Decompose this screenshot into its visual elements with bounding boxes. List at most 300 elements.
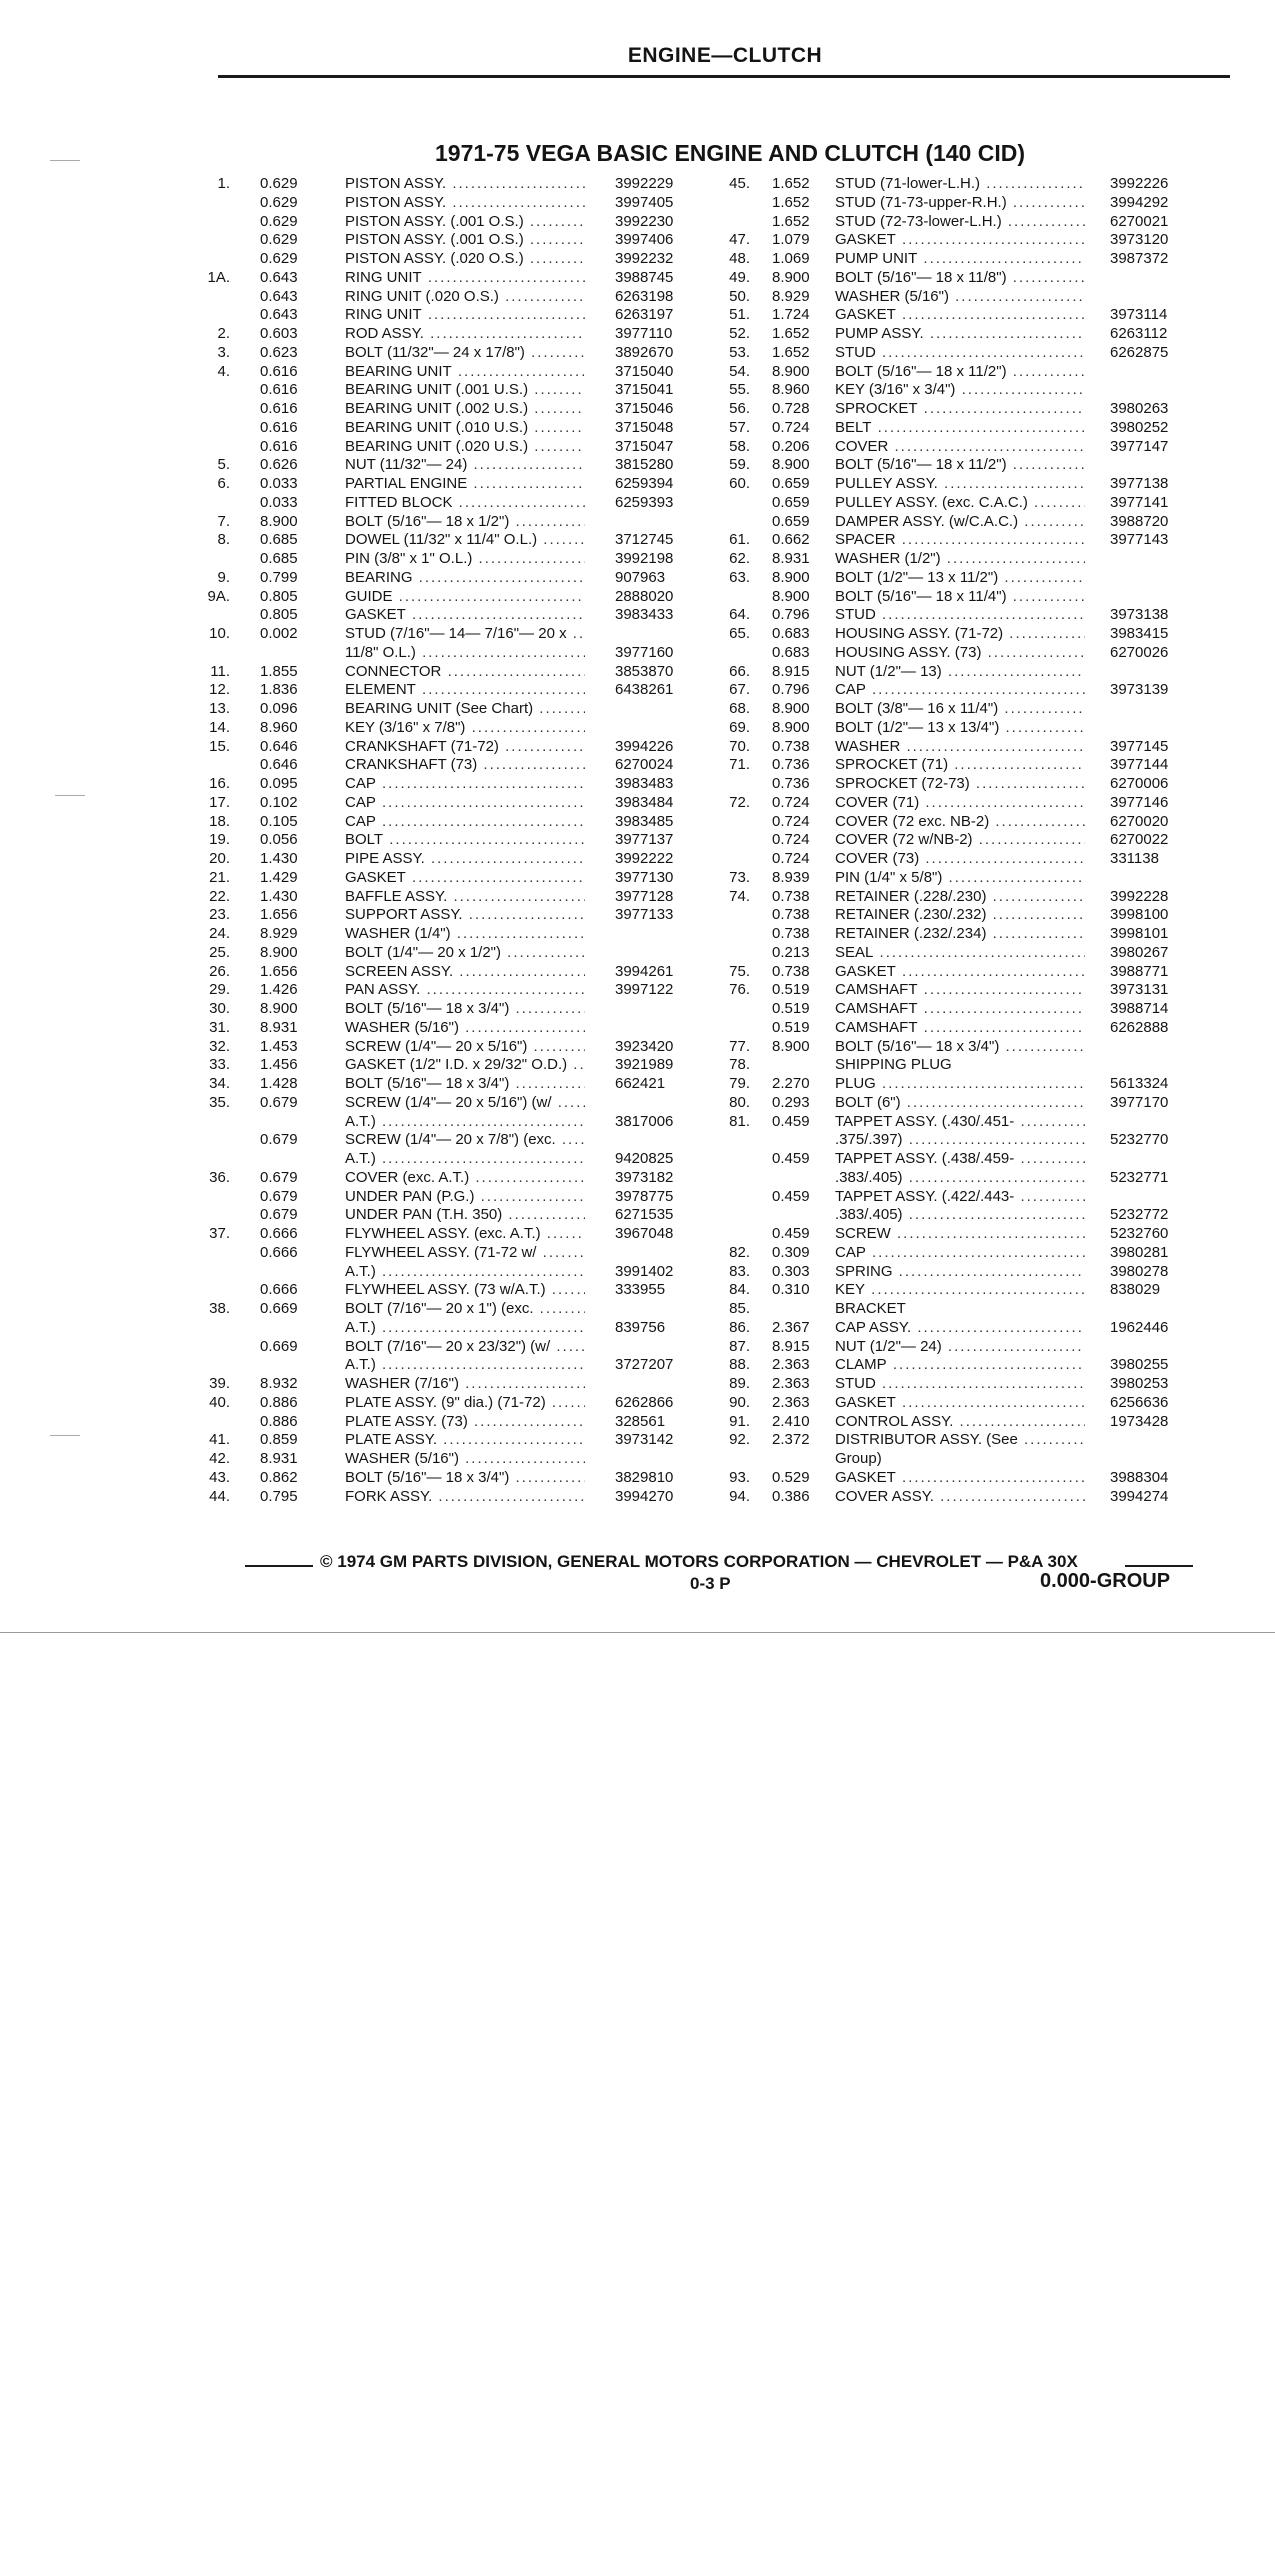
ref-number: 52. [729,325,750,342]
part-description: BOLT (1/4"— 20 x 1/2") ..... [345,944,585,963]
parts-row [209,962,745,982]
part-description: GASKET ..... [345,606,585,625]
catalog-group: 1.430 [260,887,298,905]
parts-row [210,662,745,682]
ref-number: 29. [209,981,230,999]
ref-number: 87. [729,1337,750,1355]
catalog-group: 1.652 [772,193,810,211]
part-description: PIN (1/4" x 5/8") ..... [835,869,1085,888]
part-description: WASHER (5/16") ..... [835,288,1085,307]
catalog-group: 0.646 [260,737,298,755]
page-number: 0-3 P [690,1574,731,1593]
part-description: 11/8" O.L.) ..... [345,644,585,663]
parts-row [215,475,745,494]
part-number: 6270024 [615,756,674,774]
parts-row [720,1281,1212,1300]
part-number: 5232772 [1110,1206,1169,1224]
parts-row [215,231,745,250]
part-description: SCREW (1/4"— 20 x 5/16") ..... [345,1038,585,1057]
part-description: STUD ..... [835,1375,1085,1394]
ref-number: 8. [217,531,230,549]
part-number: 3923420 [615,1037,674,1055]
part-description: CLAMP ..... [835,1356,1085,1375]
parts-row [720,1188,1212,1207]
part-description: KEY (3/16" x 7/8") ..... [345,719,585,738]
catalog-group: 8.915 [772,1337,810,1355]
parts-row [209,850,745,869]
catalog-group: 0.666 [260,1243,298,1261]
part-description: STUD (71-lower-L.H.) ..... [835,175,1085,194]
parts-row [215,1150,745,1169]
part-description: SPROCKET ..... [835,400,1085,419]
catalog-group: 8.900 [772,1037,810,1055]
part-number: 6271535 [615,1206,674,1224]
parts-row [720,831,1212,850]
parts-row [720,794,1212,813]
part-description: STUD ..... [835,606,1085,625]
part-number: 3977146 [1110,793,1169,811]
parts-row [215,381,745,400]
catalog-group: 0.666 [260,1281,298,1299]
part-description: GASKET ..... [835,231,1085,250]
ref-number: 65. [729,625,750,642]
part-description: SHIPPING PLUG [835,1056,952,1074]
part-description: COVER ASSY. ..... [835,1488,1085,1507]
part-description: PUMP UNIT ..... [835,250,1085,269]
ref-number: 91. [729,1412,750,1430]
part-number: 6259393 [615,493,674,511]
parts-row [720,344,1212,363]
catalog-group: 0.616 [260,400,298,417]
catalog-group: 8.900 [772,700,810,717]
parts-row [215,363,745,382]
parts-row [215,1113,745,1132]
ref-number: 84. [729,1281,750,1299]
part-description: WASHER (5/16") ..... [345,1019,585,1038]
catalog-group: 2.270 [772,1075,810,1092]
part-description: BOLT (5/16"— 18 x 1/2") ..... [345,513,585,532]
catalog-group: 8.960 [772,381,810,399]
part-number: 6256636 [1110,1393,1169,1411]
ref-number: 90. [729,1393,750,1411]
ref-number: 77. [729,1037,750,1055]
catalog-group: 0.519 [772,1018,810,1036]
ref-number: 56. [729,400,750,417]
ref-number: 7. [217,512,230,530]
part-number: 3973138 [1110,606,1169,624]
part-number: 328561 [615,1412,666,1430]
ref-number: 17. [209,793,230,811]
part-number: 3997406 [615,231,674,249]
part-description: A.T.) ..... [345,1113,585,1132]
part-description: PLATE ASSY. ..... [345,1431,585,1450]
catalog-group: 0.310 [772,1281,810,1299]
part-number: 3817006 [615,1112,674,1130]
parts-row [720,269,1212,288]
parts-row [215,513,745,532]
catalog-group: 0.643 [260,306,298,324]
ref-number: 36. [209,1168,230,1186]
footer-copyright: © 1974 GM PARTS DIVISION, GENERAL MOTORS CORPORATION — CHEVROLET — P&A 30X [320,1552,1078,1571]
parts-row [720,325,1212,344]
parts-row [207,268,745,288]
catalog-group: 0.685 [260,531,298,549]
part-description: RING UNIT ..... [345,269,585,288]
part-description: .383/.405) ..... [835,1206,1085,1225]
part-number: 5232760 [1110,1225,1169,1242]
part-description: BOLT (5/16"— 18 x 3/4") ..... [345,1075,585,1094]
ref-number: 72. [729,793,750,811]
part-description: BOLT (5/16"— 18 x 11/2") ..... [835,363,1085,382]
ref-number: 71. [729,756,750,774]
parts-row [720,1431,1212,1450]
catalog-group: 0.736 [772,775,810,792]
part-description: BOLT (5/16"— 18 x 11/2") ..... [835,456,1085,475]
catalog-group: 0.033 [260,493,298,511]
parts-row [209,887,745,907]
ref-number: 70. [729,737,750,755]
part-number: 9420825 [615,1150,674,1167]
catalog-group: 1.855 [260,662,298,680]
part-description: BOLT (6") ..... [835,1094,1085,1113]
parts-row [209,681,745,700]
part-description: FORK ASSY. ..... [345,1488,585,1507]
ref-number: 1. [217,175,230,192]
part-number: 3853870 [615,662,674,680]
ref-number: 74. [729,887,750,905]
part-number: 3992222 [615,850,674,867]
parts-row [720,944,1212,963]
part-description: PISTON ASSY. ..... [345,175,585,194]
part-description: COVER ..... [835,438,1085,457]
part-number: 6270006 [1110,775,1169,792]
catalog-group: 0.886 [260,1412,298,1430]
parts-row [209,700,745,719]
catalog-group: 1.652 [772,325,810,342]
catalog-group: 2.363 [772,1375,810,1392]
catalog-group: 0.643 [260,287,298,305]
parts-row [209,1450,745,1469]
parts-row [720,175,1212,194]
parts-row [720,1469,1212,1488]
part-description: CAP ..... [345,775,585,794]
parts-row [720,1356,1212,1375]
ref-number: 40. [209,1393,230,1411]
part-number: 6270022 [1110,831,1169,849]
part-description: STUD (72-73-lower-L.H.) ..... [835,213,1085,232]
parts-row [720,888,1212,907]
catalog-group: 0.886 [260,1393,298,1411]
part-number: 3987372 [1110,250,1169,267]
catalog-group: 0.206 [772,437,810,455]
parts-row [720,213,1212,232]
ref-number: 9A. [207,587,230,605]
parts-row [215,644,745,663]
ref-number: 78. [729,1056,750,1074]
part-description: DAMPER ASSY. (w/C.A.C.) ..... [835,513,1085,532]
part-number: 3715048 [615,418,674,436]
catalog-group: 2.410 [772,1412,810,1430]
catalog-group: 0.603 [260,325,298,342]
part-number: 3980263 [1110,400,1169,417]
part-number: 5232770 [1110,1131,1169,1149]
parts-row [720,456,1212,475]
catalog-group: 0.738 [772,925,810,942]
ref-number: 94. [729,1487,750,1505]
part-description: WASHER (7/16") ..... [345,1375,585,1394]
catalog-group: 8.931 [772,550,810,567]
part-number: 3977160 [615,643,674,661]
part-description: RETAINER (.228/.230) ..... [835,888,1085,907]
part-description: GASKET ..... [835,1469,1085,1488]
part-description: STUD (7/16"— 14— 7/16"— 20 x ..... [345,625,585,644]
part-description: GASKET ..... [345,869,585,888]
catalog-group: 0.213 [772,943,810,961]
catalog-group: 0.095 [260,775,298,792]
part-description: PIN (3/8" x 1" O.L.) ..... [345,550,585,569]
catalog-group: 0.659 [772,493,810,511]
parts-row [215,306,745,325]
parts-row [720,963,1212,982]
catalog-group: 0.459 [772,1187,810,1205]
part-number: 3977145 [1110,737,1169,755]
part-description: PISTON ASSY. ..... [345,194,585,213]
part-number: 839756 [615,1318,666,1336]
part-description: CRANKSHAFT (73) ..... [345,756,585,775]
ref-number: 41. [209,1431,230,1449]
part-description: PLUG ..... [835,1075,1085,1094]
ref-number: 54. [729,362,750,380]
catalog-group: 0.002 [260,625,298,642]
catalog-group: 0.105 [260,812,298,830]
ref-number: 6. [217,475,230,492]
catalog-group: 0.799 [260,568,298,586]
catalog-group: 8.960 [260,718,298,736]
parts-row [215,419,745,438]
parts-row [209,1018,745,1038]
parts-row [720,363,1212,382]
part-description: NUT (1/2"— 24) ..... [835,1338,1085,1357]
parts-row [215,213,745,232]
part-description: WASHER (1/2") ..... [835,550,1085,569]
parts-row [215,550,745,569]
ref-number: 58. [729,437,750,455]
parts-row [215,1206,745,1225]
part-number: 3991402 [615,1262,674,1280]
part-number: 3994226 [615,737,674,755]
catalog-group: 2.363 [772,1393,810,1411]
catalog-group: 8.900 [260,943,298,961]
catalog-group: 0.293 [772,1093,810,1111]
parts-row [215,400,745,419]
parts-row [720,1225,1212,1244]
part-number: 3997122 [615,981,674,999]
catalog-group: 0.679 [260,1131,298,1149]
part-number: 6270020 [1110,812,1169,830]
parts-row [215,1281,745,1300]
part-number: 3815280 [615,456,674,474]
part-description: COVER (72 w/NB-2) ..... [835,831,1085,850]
part-description: A.T.) ..... [345,1263,585,1282]
catalog-group: 1.724 [772,306,810,324]
part-description: CONTROL ASSY. ..... [835,1413,1085,1432]
part-number: 6262875 [1110,343,1169,361]
ref-number: 24. [209,925,230,942]
part-number: 3983483 [615,775,674,792]
ref-number: 30. [209,1000,230,1017]
catalog-group: 0.659 [772,512,810,530]
catalog-group: 0.738 [772,737,810,755]
parts-row [720,1150,1212,1169]
part-description: BOLT ..... [345,831,585,850]
parts-row [209,868,745,888]
part-description: GASKET ..... [835,1394,1085,1413]
part-description: BELT ..... [835,419,1085,438]
ref-number: 12. [209,681,230,699]
part-number: 3992230 [615,212,674,230]
parts-row [215,1338,745,1357]
parts-row [209,1225,745,1244]
catalog-group: 0.736 [772,756,810,774]
catalog-group: 0.805 [260,606,298,624]
catalog-group: 0.616 [260,381,298,399]
part-description: SCREW (1/4"— 20 x 7/8") (exc. ..... [345,1131,585,1150]
part-number: 3988304 [1110,1468,1169,1486]
parts-row [215,325,745,344]
catalog-group: 0.386 [772,1487,810,1505]
part-description: BRACKET [835,1300,906,1317]
part-number: 3992198 [615,550,674,567]
catalog-group: 0.629 [260,212,298,230]
part-number: 5613324 [1110,1075,1169,1092]
part-description: PAN ASSY. ..... [345,981,585,1000]
parts-row [209,1093,745,1113]
part-number: 3973139 [1110,681,1169,699]
ref-number: 26. [209,962,230,980]
catalog-group: 0.616 [260,418,298,436]
part-description: BOLT (7/16"— 20 x 1") (exc. ..... [345,1300,585,1319]
part-description: BAFFLE ASSY. ..... [345,888,585,907]
parts-row [720,400,1212,419]
parts-row [215,569,745,588]
part-description: CAP ..... [835,1244,1085,1263]
parts-row [209,625,745,644]
ref-number: 33. [209,1056,230,1074]
ref-number: 85. [729,1300,750,1317]
part-number: 6262866 [615,1393,674,1411]
catalog-group: 8.900 [772,362,810,380]
parts-row [215,1356,745,1375]
part-number: 3980253 [1110,1375,1169,1392]
part-number: 3988720 [1110,512,1169,530]
part-description: FLYWHEEL ASSY. (73 w/A.T.) ..... [345,1281,585,1300]
ref-number: 14. [209,718,230,736]
ref-number: 93. [729,1468,750,1486]
ref-number: 44. [209,1487,230,1505]
part-number: 3715047 [615,437,674,455]
part-number: 3997405 [615,193,674,211]
part-number: 3715041 [615,381,674,399]
ref-number: 82. [729,1243,750,1261]
part-description: NUT (11/32"— 24) ..... [345,456,585,475]
ref-number: 15. [209,737,230,755]
part-number: 3977133 [615,906,674,924]
parts-row [209,1431,745,1450]
part-description: STUD ..... [835,344,1085,363]
part-number: 2888020 [615,587,674,605]
parts-row [720,569,1212,588]
catalog-group: 0.738 [772,887,810,905]
part-description: CAMSHAFT ..... [835,981,1085,1000]
ref-number: 19. [209,831,230,849]
part-description: RING UNIT (.020 O.S.) ..... [345,288,585,307]
parts-row [209,1000,745,1019]
part-number: 3980267 [1110,943,1169,961]
catalog-group: 8.929 [260,925,298,942]
parts-row [720,494,1212,513]
catalog-group: 8.900 [772,587,810,605]
part-description: SEAL ..... [835,944,1085,963]
part-number: 3977144 [1110,756,1169,774]
part-description: CONNECTOR ..... [345,663,585,682]
ref-number: 63. [729,568,750,586]
part-number: 3715040 [615,362,674,380]
parts-row [209,718,745,738]
parts-list-left [207,175,745,1506]
part-description: CAP ..... [835,681,1085,700]
parts-row [215,175,745,194]
part-description: KEY (3/16" x 3/4") ..... [835,381,1085,400]
parts-row [720,1263,1212,1282]
ref-number: 23. [209,906,230,924]
parts-row [720,1038,1212,1057]
parts-row [720,869,1212,888]
parts-row [209,1056,745,1075]
part-number: 3977110 [615,325,673,342]
part-description: BOLT (5/16"— 18 x 3/4") ..... [835,1038,1085,1057]
catalog-group: 0.859 [260,1431,298,1449]
part-number: 3973182 [615,1168,674,1186]
parts-row [209,1168,745,1188]
parts-row [720,419,1212,438]
part-number: 3994261 [615,962,674,980]
part-description: BOLT (7/16"— 20 x 23/32") (w/ ..... [345,1338,585,1357]
part-number: 3727207 [615,1356,674,1374]
catalog-group: 0.459 [772,1150,810,1167]
part-description: BOLT (1/2"— 13 x 13/4") ..... [835,719,1085,738]
part-description: BOLT (11/32"— 24 x 17/8") ..... [345,344,585,363]
ref-number: 86. [729,1318,750,1336]
part-description: A.T.) ..... [345,1356,585,1375]
part-description: BEARING UNIT (.010 U.S.) ..... [345,419,585,438]
catalog-group: 0.643 [260,268,298,286]
part-number: 3983485 [615,812,674,830]
part-number: 3983415 [1110,625,1169,642]
part-description: PULLEY ASSY. ..... [835,475,1085,494]
part-description: A.T.) ..... [345,1319,585,1338]
ref-number: 53. [729,343,750,361]
part-number: 3892670 [615,343,674,361]
ref-number: 25. [209,943,230,961]
parts-row [209,793,745,813]
catalog-group: 8.900 [772,718,810,736]
parts-row [720,775,1212,794]
part-description: TAPPET ASSY. (.438/.459- ..... [835,1150,1085,1169]
ref-number: 45. [729,175,750,192]
ref-number: 59. [729,456,750,474]
part-description: NUT (1/2"— 13) ..... [835,663,1085,682]
parts-row [209,1300,745,1319]
